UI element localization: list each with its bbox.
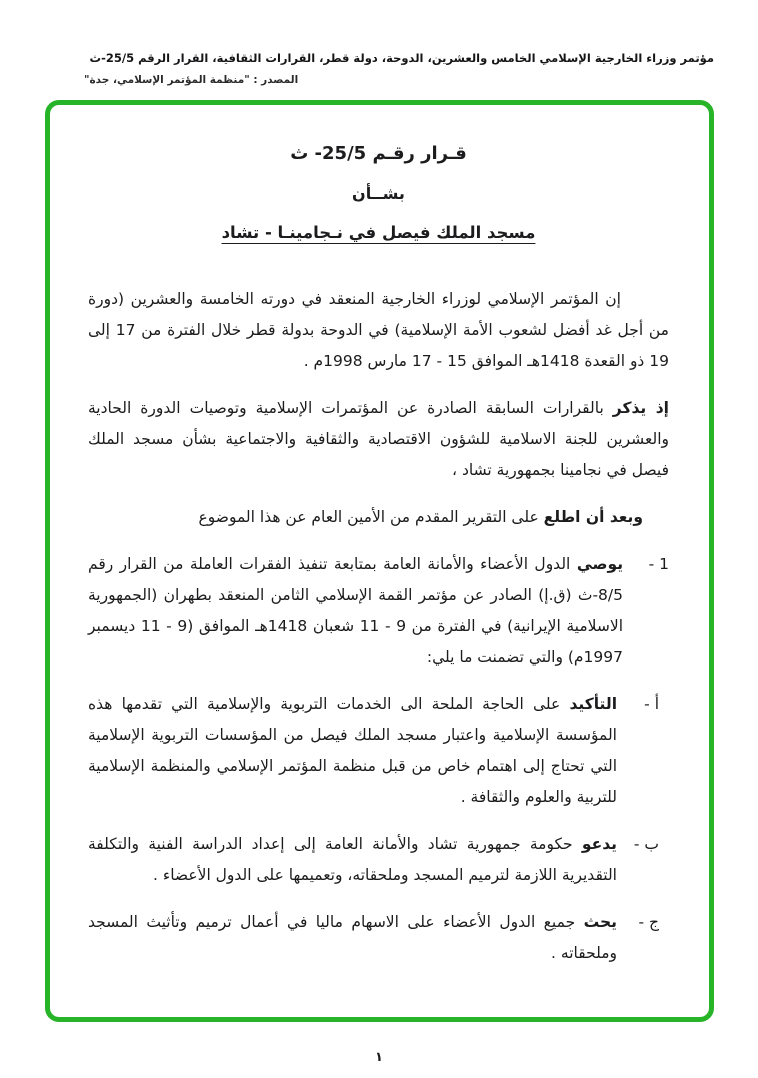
item-text [88, 689, 617, 813]
item-text [88, 907, 617, 969]
preamble-paragraph-1: إن المؤتمر الإسلامي لوزراء الخارجية المنعقد في دورته الخامسة والعشرين (دورة من أجل غد أفضل لشعوب الأمة الإسلامية) في الدوحة بدولة قطر خلال الفترة من 17 إلى 19 ذو القعدة 1418هـ الموافق 15 - 17 مارس 1998م . [88, 290, 669, 370]
header-source: المصدر : "منظمة المؤتمر الإسلامي، جدة" [84, 74, 299, 86]
paragraph-text: على التقرير المقدم من الأمين العام عن هذا الموضوع [198, 508, 539, 526]
paragraph-lead: إذ يذكر [612, 399, 669, 417]
list-item-1 [88, 549, 669, 673]
item-text [88, 549, 623, 673]
item-lead: يحث [583, 913, 617, 931]
page-number: ١ [375, 1050, 383, 1065]
item-lead: يوصي [576, 555, 624, 573]
item-rest: الدول الأعضاء والأمانة العامة بمتابعة تنفيذ الفقرات العاملة من القرار رقم 8/5-ث (ق.إ) الصادر عن مؤتمر القمة الإسلامي الثامن المنعقد بطهران (الجمهورية الاسلامية الإيرانية) في الفترة من 9 - 11 شعبان 1418هـ الموافق (9 - 11 ديسمبر 1997م) والتي تضمنت ما يلي: [88, 555, 624, 666]
item-lead: يدعو [581, 835, 617, 853]
header-citation: مؤتمر وزراء الخارجية الإسلامي الخامس والعشرين، الدوحة، دولة قطر، القرارات الثقافية، القرار الرقم 25/5-ث [89, 51, 714, 65]
list-item-a [88, 689, 669, 813]
item-marker: ج - [638, 913, 659, 931]
resolution-subject: مسجد الملك فيصل في نـجامينـا - تشاد [221, 223, 536, 242]
list-item-b [88, 829, 669, 891]
item-rest: جميع الدول الأعضاء على الاسهام ماليا في أعمال ترميم وتأثيث المسجد وملحقاته . [88, 913, 617, 962]
item-marker: ب - [633, 835, 659, 853]
item-text [88, 829, 617, 891]
item-lead: التأكيد [569, 695, 618, 713]
paragraph-text: بالقرارات السابقة الصادرة عن المؤتمرات الإسلامية وتوصيات الدورة الحادية والعشرين للجنة الاسلامية للشؤون الاقتصادية والثقافية والاجتماعية بشأن مسجد الملك فيصل في نجامينا بجمهورية تشاد ، [88, 399, 669, 479]
preamble-paragraph-3 [88, 502, 669, 533]
item-marker: 1 - [648, 555, 669, 573]
resolution-subtitle: بشــأن [352, 184, 405, 203]
resolution-border-box [45, 100, 714, 1022]
paragraph-lead: وبعد أن اطلع [543, 508, 643, 526]
preamble-paragraph-2 [88, 393, 669, 486]
resolution-title: قـرار رقـم 25/5- ث [290, 143, 467, 164]
item-rest: على الحاجة الملحة الى الخدمات التربوية والإسلامية التي تقدمها هذه المؤسسة الإسلامية واعتبار مسجد الملك فيصل من المؤسسات التربوية الإسلامية التي تحتاج إلى اهتمام خاص من قبل منظمة المؤتمر الإسلامي والمنظمة الإسلامية للتربية والعلوم والثقافة . [88, 695, 617, 806]
item-rest: حكومة جمهورية تشاد والأمانة العامة إلى إعداد الدراسة الفنية والتكلفة التقديرية اللازمة لترميم المسجد وملحقاته، وتعميمها على الدول الأعضاء . [88, 835, 617, 884]
item-marker: أ - [644, 695, 659, 713]
list-item-c [88, 907, 669, 969]
